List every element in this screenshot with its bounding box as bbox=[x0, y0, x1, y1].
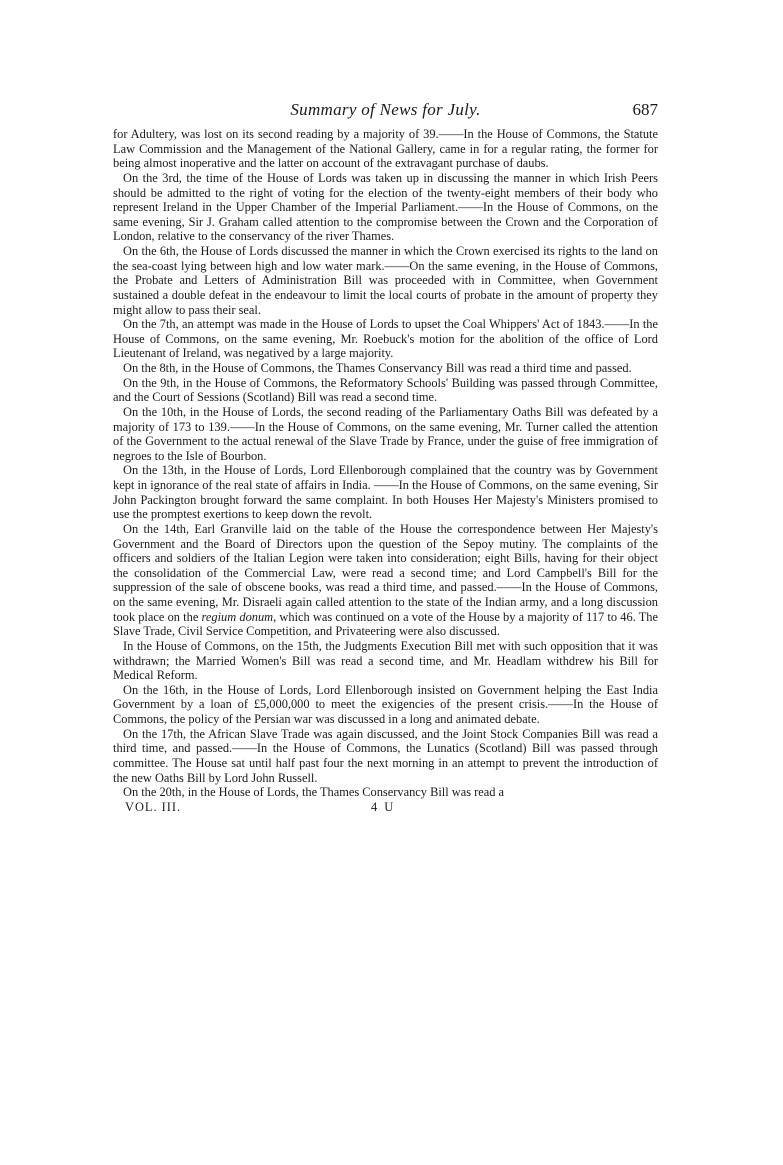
signature-mark: 4 U bbox=[371, 799, 396, 814]
running-header bbox=[113, 98, 658, 124]
paragraph-7: On the 13th, in the House of Lords, Lord Ellenborough complained that the country was by Government kept in ignorance of the real state of affairs in India. ——In the House of Commons, on the same evening, Sir John Packington brought forward the same complaint. In both Houses Her Majesty's Ministers promised to use the promptest exertions to keep down the revolt. bbox=[113, 463, 658, 522]
paragraph-3: On the 7th, an attempt was made in the House of Lords to upset the Coal Whippers' Act of 1843.——In the House of Commons, on the same evening, Mr. Roebuck's motion for the abolition of the office of Lord Lieutenant of Ireland, was negatived by a large majority. bbox=[113, 317, 658, 361]
paragraph-12: On the 20th, in the House of Lords, the Thames Conservancy Bill was read a bbox=[123, 785, 505, 800]
paragraph-2: On the 6th, the House of Lords discussed the manner in which the Crown exercised its rights to the land on the sea-coast lying between high and low water mark.——On the same evening, in the House of Commons, the Probate and Letters of Administration Bill was proceeded with in Committee, when Government sustained a double defeat in the endeavour to limit the local courts of probate in the amount of property they might allow to pass their seal. bbox=[113, 244, 658, 317]
paragraph-10: On the 16th, in the House of Lords, Lord Ellenborough insisted on Government helping the East India Government by a loan of £5,000,000 to meet the exigencies of the present crisis.——In the House of Commons, the policy of the Persian war was discussed in a long and animated debate. bbox=[113, 682, 658, 726]
article-body bbox=[113, 127, 658, 800]
paragraph-5: On the 9th, in the House of Commons, the Reformatory Schools' Building was passed through Committee, and the Court of Sessions (Scotland) Bill was read a second time. bbox=[113, 375, 658, 405]
paragraph-6: On the 10th, in the House of Lords, the second reading of the Parliamentary Oaths Bill was defeated by a majority of 173 to 139.——In the House of Commons, on the same evening, Mr. Turner called the attention of the Government to the actual renewal of the Slave Trade by France, under the guise of free immigration of negroes to the Isle of Bourbon. bbox=[113, 404, 658, 463]
paragraph-8: On the 14th, Earl Granville laid on the table of the House the correspondence between Her Majesty's Government and the Board of Directors upon the question of the Sepoy mutiny. The complaints of the officers and soldiers of the Italian Legion were taken into consideration; eight Bills, having for their object the consolidation of the Commercial Law, were read a second time; and Lord Campbell's Bill for the suppression of the sale of obscene books, was read a third time, and passed.——In the House of Commons, on the same evening, Mr. Disraeli again called attention to the state of the Indian army, and a long discussion took place on the regium donum, which was continued on a vote of the House by a majority of 117 to 46. The Slave Trade, Civil Service Competition, and Privateering were also discussed. bbox=[113, 521, 658, 639]
paragraph-9: In the House of Commons, on the 15th, the Judgments Execution Bill met with such opposition that it was withdrawn; the Married Women's Bill was read a second time, and Mr. Headlam withdrew his Bill for Medical Reform. bbox=[113, 638, 658, 683]
paragraph-11: On the 17th, the African Slave Trade was again discussed, and the Joint Stock Companies Bill was read a third time, and passed.——In the House of Commons, the Lunatics (Scotland) Bill was passed through committee. The House sat until half past four the next morning in an attempt to prevent the introduction of the new Oaths Bill by Lord John Russell. bbox=[113, 726, 658, 785]
running-title: Summary of News for July. bbox=[290, 100, 481, 119]
latin-phrase: regium donum bbox=[201, 609, 274, 624]
paragraph-4: On the 8th, in the House of Commons, the Thames Conservancy Bill was read a third time and passed. bbox=[123, 361, 632, 375]
page bbox=[113, 98, 658, 816]
page-number: 687 bbox=[632, 100, 658, 119]
paragraph-0: for Adultery, was lost on its second reading by a majority of 39.——In the House of Commons, the Statute Law Commission and the Management of the National Gallery, came in for a regular rating, the former for being almost inoperative and the latter on account of the extravagant purchase of daubs. bbox=[113, 127, 658, 171]
page-footer bbox=[113, 800, 658, 816]
paragraph-1: On the 3rd, the time of the House of Lords was taken up in discussing the manner in which Irish Peers should be admitted to the right of voting for the election of the twenty-eight members of their body who represent Ireland in the Upper Chamber of the Imperial Parliament.——In the House of Commons, on the same evening, Sir J. Graham called attention to the compromise between the Crown and the Corporation of London, relative to the conservancy of the river Thames. bbox=[113, 170, 658, 244]
volume-signature: VOL. III. bbox=[125, 799, 182, 814]
